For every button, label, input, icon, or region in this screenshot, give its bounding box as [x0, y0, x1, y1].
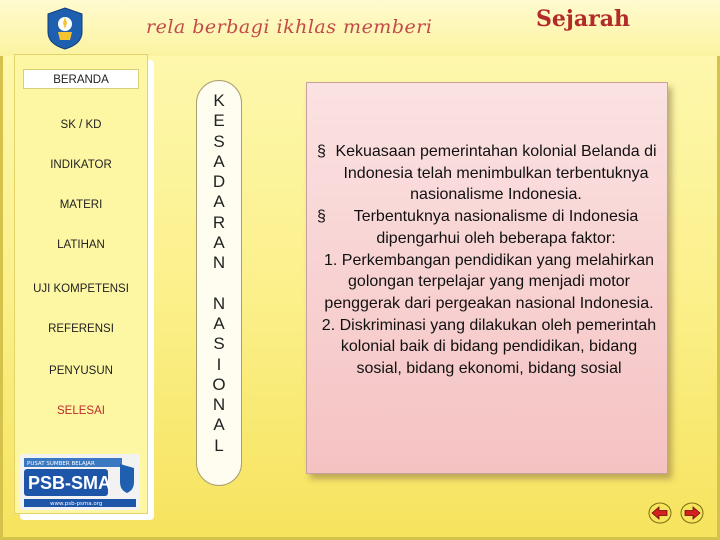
numbered-text: Perkembangan pendidikan yang melahirkan golongan terpelajar yang menjadi motor penggerak dari pergeakan nasional Indonesia.	[324, 251, 654, 312]
svg-text:PUSAT SUMBER BELAJAR: PUSAT SUMBER BELAJAR	[27, 461, 95, 467]
sidebar-item-selesai[interactable]: SELESAI	[57, 405, 105, 417]
vertical-letter: A	[213, 192, 225, 212]
tut-wuri-handayani-logo-icon	[44, 6, 86, 50]
vertical-letter: K	[213, 91, 225, 110]
vertical-letter: N	[212, 253, 226, 273]
sidebar-item-uji-kompetensi[interactable]: UJI KOMPETENSI	[33, 283, 129, 295]
vertical-letter: S	[213, 131, 225, 151]
sidebar	[14, 54, 148, 514]
bullet-marker: §	[317, 208, 326, 226]
sidebar-item-beranda[interactable]: BERANDA	[23, 69, 139, 89]
vertical-letter: E	[213, 111, 225, 131]
vertical-letter: A	[213, 313, 225, 333]
vertical-letter: R	[212, 212, 226, 232]
arrow-right-icon[interactable]	[680, 502, 704, 524]
svg-text:www.psb-psma.org: www.psb-psma.org	[50, 501, 103, 507]
vertical-letter: I	[216, 354, 222, 374]
bullet-item	[317, 206, 661, 249]
numbered-item	[317, 315, 661, 380]
numbered-marker: 2.	[321, 316, 336, 334]
sidebar-item-indikator[interactable]: INDIKATOR	[50, 159, 112, 171]
sidebar-item-penyusun[interactable]: PENYUSUN	[49, 365, 113, 377]
bullet-item	[317, 141, 661, 206]
vertical-letter: A	[213, 151, 225, 171]
numbered-item	[317, 250, 661, 315]
vertical-letter: S	[213, 334, 225, 354]
tagline: rela berbagi ikhlas memberi	[146, 16, 433, 38]
arrow-left-icon[interactable]	[648, 502, 672, 524]
vertical-letter: O	[212, 374, 226, 394]
section-title: Sejarah	[536, 6, 630, 32]
svg-text:PSB-SMA: PSB-SMA	[28, 473, 112, 493]
numbered-text: Diskriminasi yang dilakukan oleh pemerintah kolonial baik di bidang pendidikan, bidang sosial, bidang ekonomi, bidang sosial	[339, 316, 657, 378]
bullet-text: Terbentuknya nasionalisme di Indonesia dipengarhui oleh beberapa faktor:	[353, 208, 639, 247]
bullet-marker: §	[317, 143, 326, 160]
psb-sma-logo-icon	[20, 454, 140, 510]
content-text	[317, 141, 661, 380]
vertical-letter: A	[213, 233, 225, 253]
vertical-letter: N	[212, 293, 226, 313]
vertical-letter: N	[212, 395, 226, 415]
vertical-letter: L	[214, 435, 224, 455]
vertical-letter: D	[212, 172, 226, 192]
sidebar-item-referensi[interactable]: REFERENSI	[48, 323, 114, 335]
sidebar-item-materi[interactable]: MATERI	[59, 199, 103, 211]
numbered-marker: 1.	[324, 251, 338, 269]
vertical-title	[196, 80, 242, 486]
vertical-letter: A	[213, 415, 225, 435]
bullet-text: Kekuasaan pemerintahan kolonial Belanda di Indonesia telah menimbulkan terbentuknya nasionalisme Indonesia.	[335, 143, 657, 204]
sidebar-item-latihan[interactable]: LATIHAN	[57, 239, 105, 251]
sidebar-item-sk-kd[interactable]: SK / KD	[60, 119, 102, 131]
content-panel	[306, 82, 668, 474]
